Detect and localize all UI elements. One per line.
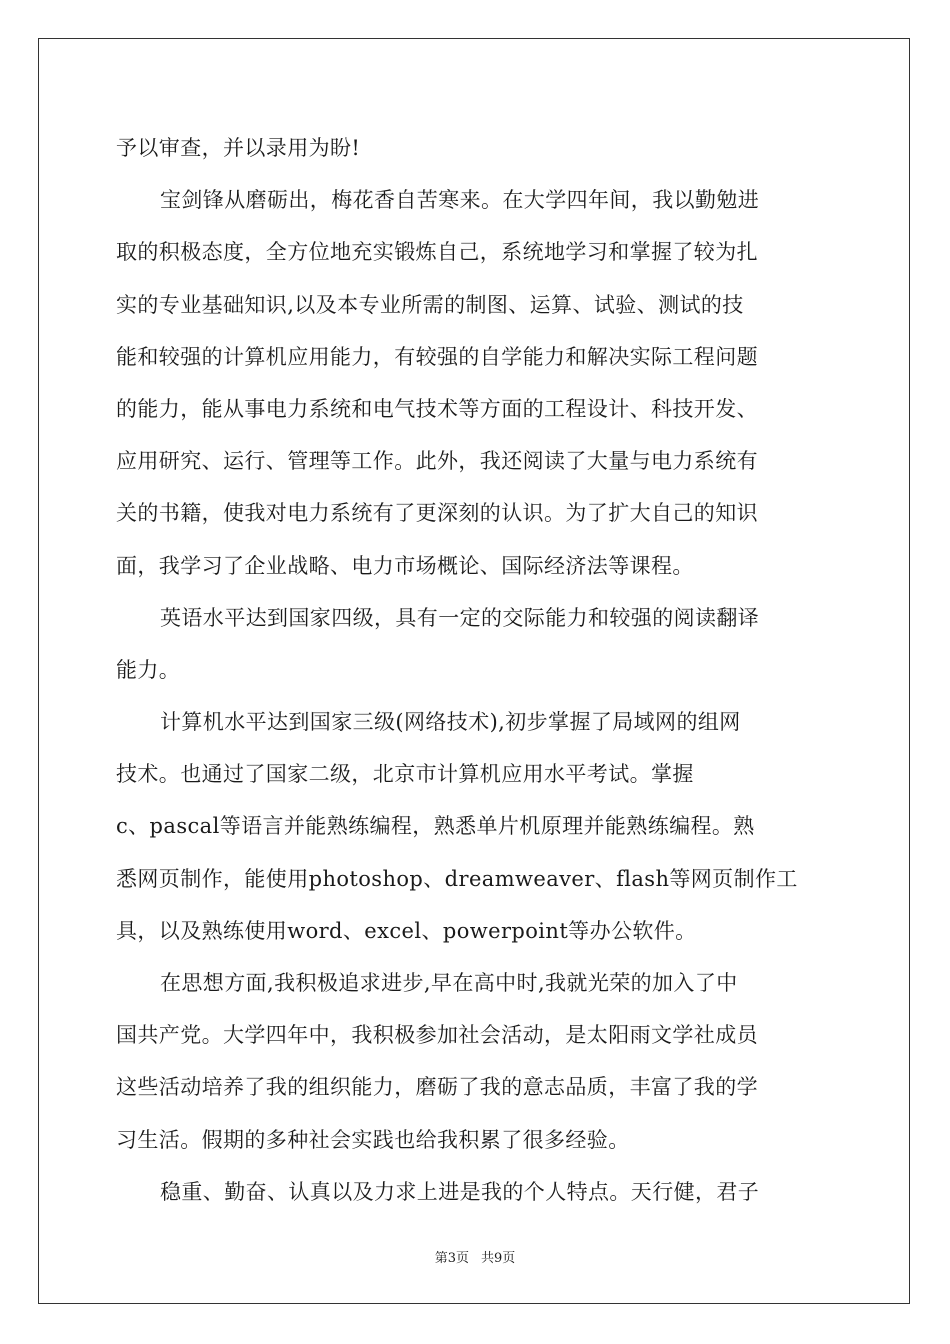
text-line: 国共产党。大学四年中，我积极参加社会活动，是太阳雨文学社成员 [116, 1023, 758, 1048]
text-line: 实的专业基础知识,以及本专业所需的制图、运算、试验、测试的技 [116, 292, 744, 317]
text-line: c、pascal等语言并能熟练编程，熟悉单片机原理并能熟练编程。熟 [116, 814, 755, 839]
text-line: 技术。也通过了国家二级，北京市计算机应用水平考试。掌握 [116, 762, 694, 787]
text-line: 悉网页制作，能使用photoshop、dreamweaver、flash等网页制作工 [116, 866, 798, 891]
page-number: 第3页 [434, 1251, 469, 1266]
text-line: 关的书籍，使我对电力系统有了更深刻的认识。为了扩大自己的知识 [116, 501, 758, 526]
page-total: 共9页 [481, 1251, 516, 1266]
text-line: 这些活动培养了我的组织能力，磨砺了我的意志品质，丰富了我的学 [116, 1075, 758, 1100]
text-line: 计算机水平达到国家三级(网络技术),初步掌握了局域网的组网 [160, 710, 741, 735]
text-line: 稳重、勤奋、认真以及力求上进是我的个人特点。天行健，君子 [160, 1179, 760, 1204]
text-line: 面，我学习了企业战略、电力市场概论、国际经济法等课程。 [116, 553, 694, 578]
text-line: 予以审查，并以录用为盼! [116, 136, 361, 160]
text-line: 英语水平达到国家四级，具有一定的交际能力和较强的阅读翻译 [160, 605, 760, 630]
text-line: 取的积极态度，全方位地充实锻炼自己，系统地学习和掌握了较为扎 [116, 240, 758, 265]
text-line: 习生活。假期的多种社会实践也给我积累了很多经验。 [116, 1127, 630, 1152]
text-line: 具，以及熟练使用word、excel、powerpoint等办公软件。 [116, 918, 697, 943]
text-line: 能力。 [116, 657, 181, 682]
page-footer [0, 1247, 950, 1266]
document-body [116, 122, 834, 1218]
text-line: 能和较强的计算机应用能力，有较强的自学能力和解决实际工程问题 [116, 344, 758, 369]
text-line: 的能力，能从事电力系统和电气技术等方面的工程设计、科技开发、 [116, 396, 758, 421]
text-line: 应用研究、运行、管理等工作。此外，我还阅读了大量与电力系统有 [116, 449, 758, 474]
text-line: 宝剑锋从磨砺出，梅花香自苦寒来。在大学四年间，我以勤勉进 [160, 188, 760, 213]
text-line: 在思想方面,我积极追求进步,早在高中时,我就光荣的加入了中 [160, 971, 738, 995]
